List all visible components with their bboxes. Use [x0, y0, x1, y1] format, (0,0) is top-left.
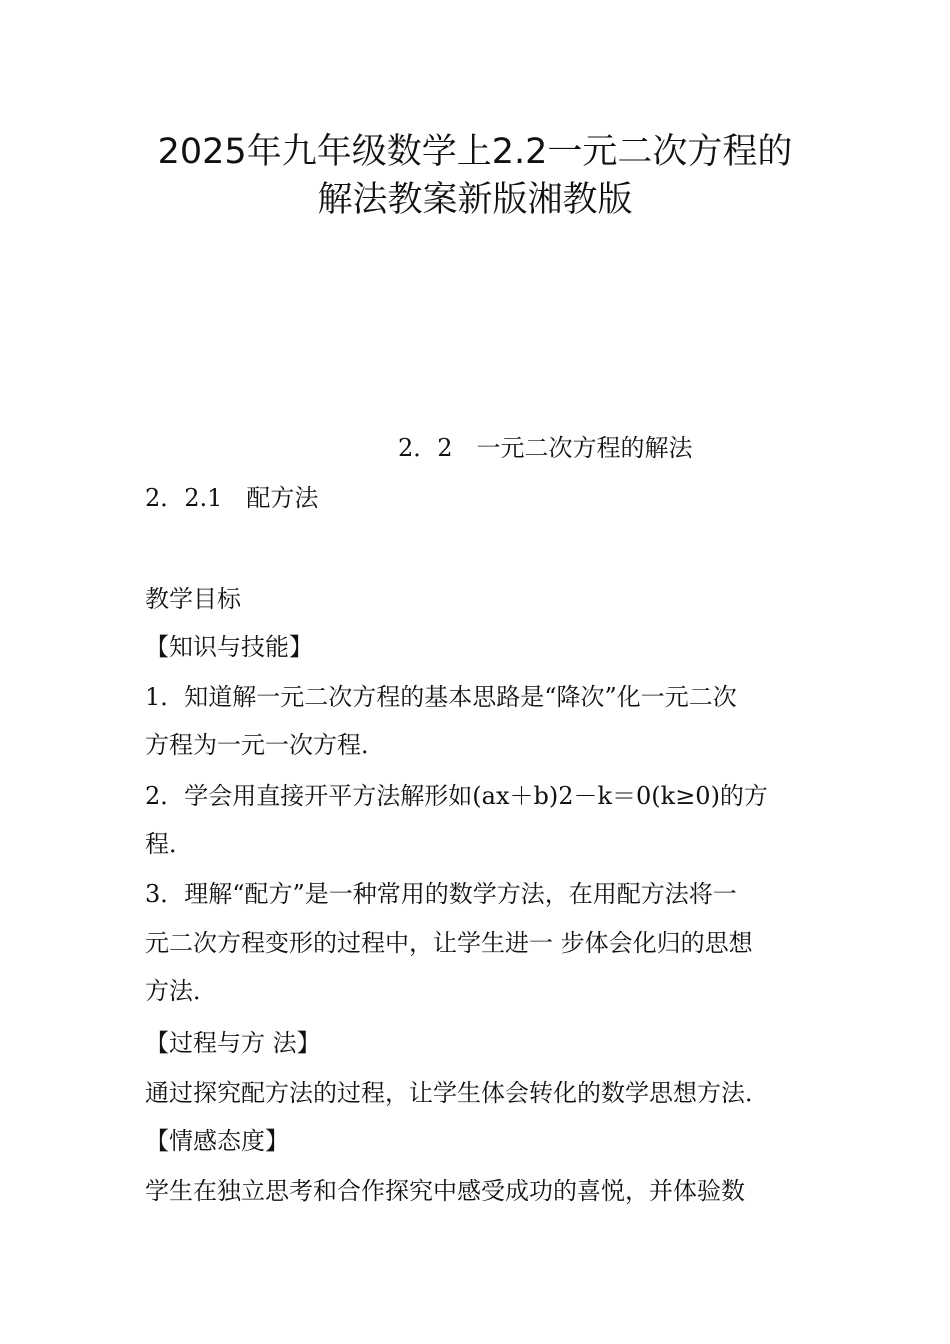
- goal-item-3-line-1: 3．理解“配方”是一种常用的数学方法，在用配方法将一: [145, 880, 737, 908]
- goal-item-1-line-1: 1．知道解一元二次方程的基本思路是“降次”化一元二次: [145, 683, 737, 711]
- emotion-attitude-heading: 【情感态度】: [145, 1127, 289, 1155]
- goal-item-1-line-2: 方程为一元一次方程．: [145, 731, 385, 759]
- goal-item-2-line-2: 程．: [145, 830, 193, 858]
- knowledge-skills-heading: 【知识与技能】: [145, 633, 313, 661]
- process-methods-heading: 【过程与方 法】: [145, 1029, 321, 1057]
- emotion-attitude-text: 学生在独立思考和合作探究中感受成功的喜悦，并体验数: [145, 1177, 745, 1205]
- goal-item-3-line-3: 方法．: [145, 977, 217, 1005]
- goal-item-2-line-1: 2．学会用直接开平方法解形如(ax＋b)2－k＝0(k≥0)的方: [145, 782, 768, 810]
- section-heading: 2．2 一元二次方程的解法: [398, 434, 693, 462]
- subsection-heading: 2．2.1 配方法: [145, 484, 319, 512]
- teaching-goals-heading: 教学目标: [145, 585, 241, 613]
- document-title-line-2: 解法教案新版湘教版: [317, 180, 633, 220]
- goal-item-3-line-2: 元二次方程变形的过程中，让学生进一 步体会化归的思想: [145, 929, 753, 957]
- process-methods-text: 通过探究配方法的过程，让学生体会转化的数学思想方法．: [145, 1079, 769, 1107]
- document-title-line-1: 2025年九年级数学上2.2一元二次方程的: [157, 132, 793, 172]
